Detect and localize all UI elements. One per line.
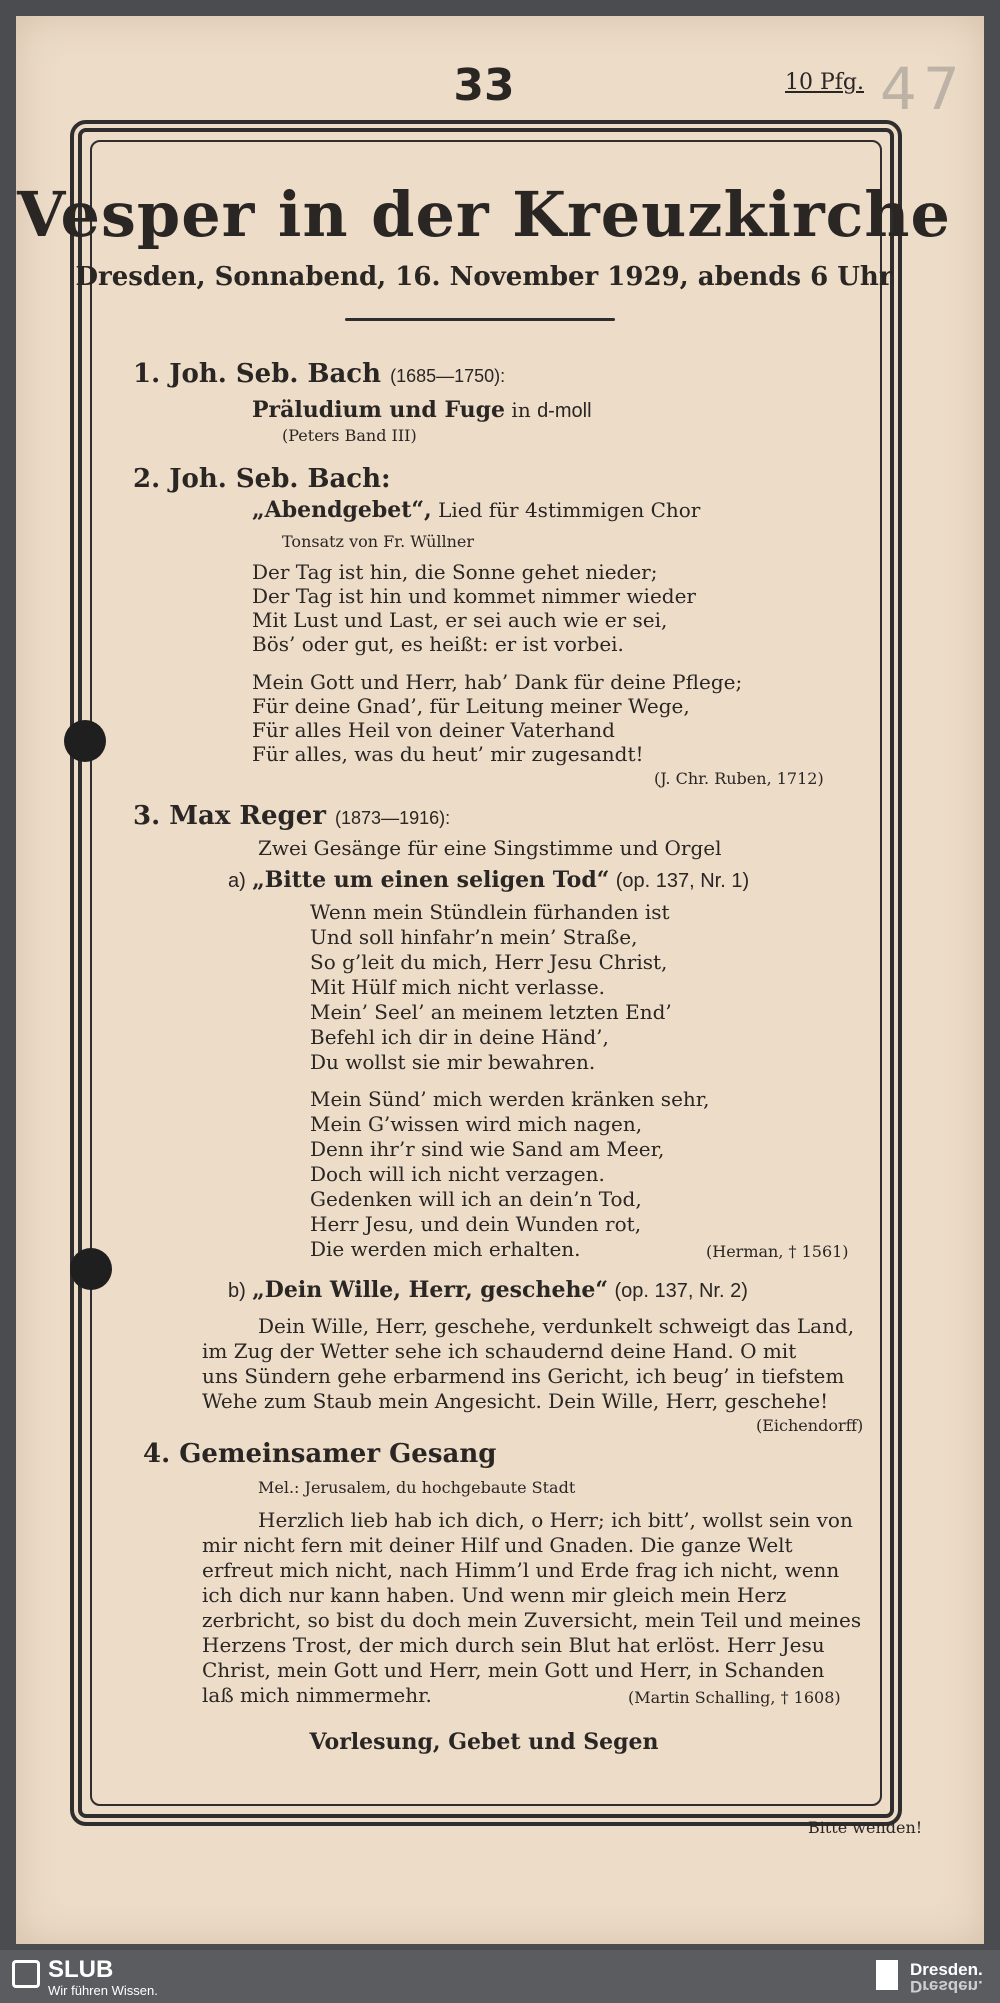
opus-number: (op. 137, Nr. 2): [614, 1280, 748, 1302]
composer-dates: (1685—1750):: [390, 366, 506, 386]
program-date: Dresden, Sonnabend, 16. November 1929, abends 6 Uhr: [75, 262, 893, 292]
verse-line: Für deine Gnad’, für Leitung meiner Wege,: [252, 694, 690, 718]
page-number: 33: [453, 60, 515, 111]
item-3-description: Zwei Gesänge für eine Singstimme und Orgel: [258, 836, 722, 860]
dresden-logo[interactable]: [910, 1962, 983, 1994]
song-title: „Dein Wille, Herr, geschehe“: [252, 1277, 609, 1303]
song-b-header: [228, 1278, 748, 1303]
verse-line: Wenn mein Stündlein fürhanden ist: [310, 900, 670, 924]
attribution: (J. Chr. Ruben, 1712): [654, 769, 824, 788]
item-2-header: [133, 464, 391, 494]
verse-line: Herr Jesu, und dein Wunden rot,: [310, 1212, 642, 1236]
item-number: 3.: [133, 801, 161, 831]
verse-line: Mit Hülf mich nicht verlasse.: [310, 975, 606, 999]
program-title: Vesper in der Kreuzkirche: [17, 178, 951, 251]
verse-line: Befehl ich dir in deine Händ’,: [310, 1025, 609, 1049]
verse-line: Du wollst sie mir bewahren.: [310, 1050, 596, 1074]
verse-line: Die werden mich erhalten.: [310, 1237, 581, 1261]
verse-line: So g’leit du mich, Herr Jesu Christ,: [310, 950, 668, 974]
verse-line: Doch will ich nicht verzagen.: [310, 1162, 605, 1186]
arranger-note: Tonsatz von Fr. Wüllner: [282, 532, 475, 551]
composer: Max Reger: [169, 801, 326, 831]
melody-note: Mel.: Jerusalem, du hochgebaute Stadt: [258, 1478, 576, 1497]
work-key: d-moll: [537, 400, 592, 422]
verse-line: Für alles Heil von deiner Vaterhand: [252, 718, 615, 742]
work-suffix: in: [511, 398, 531, 422]
composer: Joh. Seb. Bach: [169, 359, 382, 389]
verse-line: Mit Lust und Last, er sei auch wie er sei,: [252, 608, 668, 632]
prose-line: Herzens Trost, der mich durch sein Blut hat erlöst. Herr Jesu: [202, 1633, 825, 1657]
song-title: „Bitte um einen seligen Tod“: [252, 867, 610, 893]
verse-line: Mein Sünd’ mich werden kränken sehr,: [310, 1087, 710, 1111]
item-4-header: [143, 1439, 497, 1469]
prose-line: Dein Wille, Herr, geschehe, verdunkelt schweigt das Land,: [258, 1314, 855, 1338]
item-number: 2.: [133, 464, 161, 494]
edition-note: (Peters Band III): [282, 426, 417, 445]
work-title: Präludium und Fuge: [252, 397, 506, 423]
opus-number: (op. 137, Nr. 1): [615, 870, 750, 892]
city-name-mirror: Dresden.: [910, 1977, 983, 1996]
prose-line: Wehe zum Staub mein Angesicht. Dein Wille, Herr, geschehe!: [202, 1389, 829, 1413]
prose-line: ich dich nur kann haben. Und wenn mir gleich mein Herz: [202, 1583, 787, 1607]
verse-line: Für alles, was du heut’ mir zugesandt!: [252, 742, 644, 766]
city-name: Dresden.: [910, 1960, 983, 1979]
item-2-work: [252, 498, 700, 522]
verse-line: Denn ihr’r sind wie Sand am Meer,: [310, 1137, 665, 1161]
prose-line: zerbricht, so bist du doch mein Zuversicht, mein Teil und meines: [202, 1608, 862, 1632]
composer-dates: (1873—1916):: [335, 808, 451, 828]
work-title: „Abendgebet“,: [252, 497, 432, 523]
prose-line: uns Sündern gehe erbarmend ins Gericht, ich beug’ in tiefstem: [202, 1364, 845, 1388]
punch-hole: [70, 1248, 112, 1290]
please-turn-note: Bitte wenden!: [808, 1818, 923, 1837]
verse-line: Bös’ oder gut, es heißt: er ist vorbei.: [252, 632, 624, 656]
item-number: 1.: [133, 359, 161, 389]
prose-line: Herzlich lieb hab ich dich, o Herr; ich bitt’, wollst sein von: [258, 1508, 853, 1532]
section-heading: Gemeinsamer Gesang: [179, 1439, 497, 1469]
song-label: b): [228, 1280, 246, 1302]
prose-line: erfreut mich nicht, nach Himm’l und Erde frag ich nicht, wenn: [202, 1558, 840, 1582]
viewer-footer: [0, 1950, 1000, 2003]
prose-line: im Zug der Wetter sehe ich schaudernd deine Hand. O mit: [202, 1339, 797, 1363]
verse-line: Der Tag ist hin, die Sonne gehet nieder;: [252, 560, 658, 584]
punch-hole: [64, 720, 106, 762]
verse-line: Mein G’wissen wird mich nagen,: [310, 1112, 643, 1136]
closing-line: Vorlesung, Gebet und Segen: [309, 1729, 659, 1755]
slub-logo-icon: [12, 1960, 40, 1988]
attribution: (Herman, † 1561): [706, 1242, 849, 1261]
dresden-coat-of-arms-icon: [876, 1960, 898, 1990]
slub-brand[interactable]: SLUB: [48, 1956, 114, 1983]
slub-tagline: Wir führen Wissen.: [48, 1983, 158, 1998]
verse-line: Mein’ Seel’ an meinem letzten End’: [310, 1000, 672, 1024]
prose-line: Christ, mein Gott und Herr, mein Gott und Herr, in Schanden: [202, 1658, 825, 1682]
prose-line: laß mich nimmermehr.: [202, 1683, 432, 1707]
verse-line: Und soll hinfahr’n mein’ Straße,: [310, 925, 638, 949]
verse-line: Mein Gott und Herr, hab’ Dank für deine Pflege;: [252, 670, 743, 694]
prose-line: mir nicht fern mit deiner Hilf und Gnaden. Die ganze Welt: [202, 1533, 793, 1557]
attribution: (Martin Schalling, † 1608): [628, 1688, 841, 1707]
attribution: (Eichendorff): [756, 1416, 864, 1435]
item-3-header: [133, 801, 451, 831]
pencil-mark: 47: [880, 55, 966, 123]
price: 10 Pfg.: [785, 70, 865, 95]
title-divider: [345, 318, 615, 321]
composer: Joh. Seb. Bach:: [169, 464, 391, 494]
verse-line: Gedenken will ich an dein’n Tod,: [310, 1187, 642, 1211]
item-1-work: [252, 398, 592, 423]
work-suffix: Lied für 4stimmigen Chor: [438, 498, 701, 522]
verse-line: Der Tag ist hin und kommet nimmer wieder: [252, 584, 696, 608]
item-number: 4.: [143, 1439, 171, 1469]
song-a-header: [228, 868, 749, 893]
song-label: a): [228, 870, 246, 892]
item-1-header: [133, 359, 506, 389]
